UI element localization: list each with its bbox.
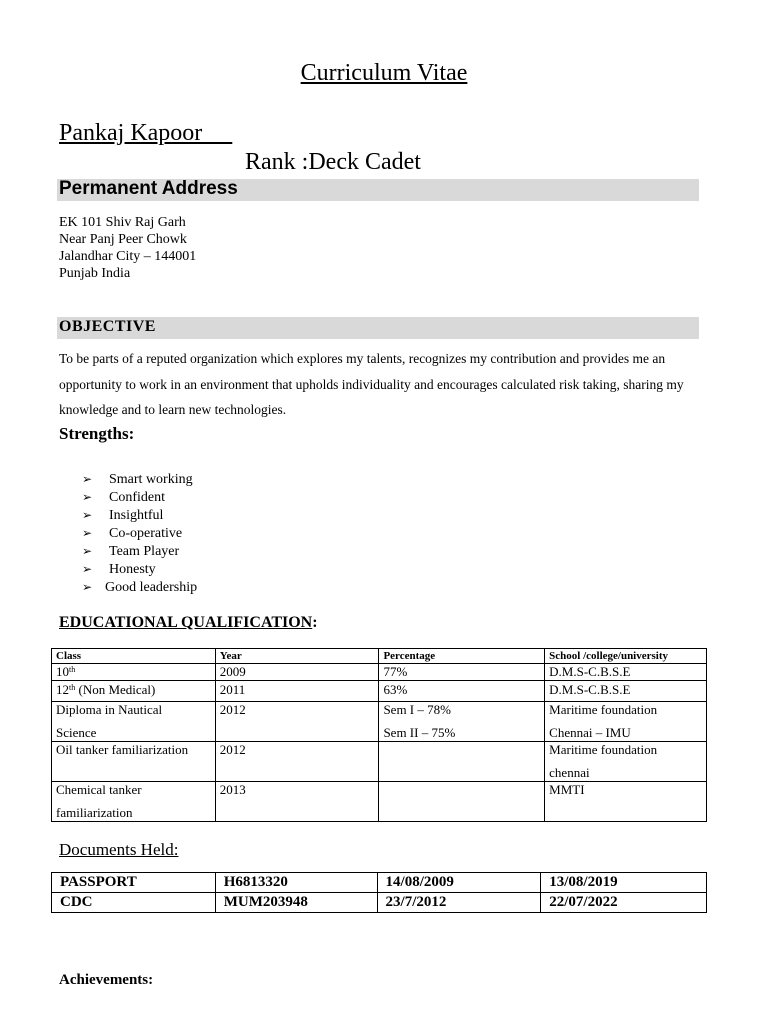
table-cell bbox=[379, 742, 545, 782]
table-row bbox=[52, 782, 707, 822]
document-number: H6813320 bbox=[215, 873, 377, 893]
document-number: MUM203948 bbox=[215, 893, 377, 913]
strengths-heading: Strengths: bbox=[59, 424, 135, 443]
list-item bbox=[82, 506, 197, 524]
table-cell bbox=[52, 782, 216, 822]
table-row bbox=[52, 873, 707, 893]
column-header: Class bbox=[52, 649, 216, 664]
table-row bbox=[52, 742, 707, 782]
objective-text: To be parts of a reputed organization which explores my talents, recognizes my contribution and provides me an opportunity to work in an environment that upholds individuality and encourages calculated risk taking, sharing my knowledge and to learn new technologies. bbox=[59, 351, 684, 417]
address-line: Punjab India bbox=[59, 266, 131, 281]
expiry-date: 22/07/2022 bbox=[541, 893, 707, 913]
table-row bbox=[52, 893, 707, 913]
strength-label: Confident bbox=[109, 490, 165, 505]
table-cell bbox=[52, 681, 216, 702]
achievements-heading: Achievements: bbox=[59, 972, 154, 988]
expiry-date: 13/08/2019 bbox=[541, 873, 707, 893]
strength-label: Team Player bbox=[109, 544, 180, 559]
cell-text: Sem I – 78% bbox=[383, 702, 451, 717]
cell-text: familiarization bbox=[56, 805, 133, 820]
table-row bbox=[52, 681, 707, 702]
document-title: Curriculum Vitae bbox=[300, 60, 468, 86]
strength-label: Honesty bbox=[109, 562, 156, 577]
cell-text: 12 bbox=[56, 682, 69, 697]
strength-label: Good leadership bbox=[105, 580, 198, 595]
candidate-rank: Rank :Deck Cadet bbox=[245, 149, 421, 175]
arrowhead-bullet-icon: ➢ bbox=[82, 508, 93, 522]
document-type: PASSPORT bbox=[52, 873, 216, 893]
cell-text: MMTI bbox=[549, 782, 585, 797]
issue-date: 23/7/2012 bbox=[377, 893, 541, 913]
table-cell bbox=[52, 742, 216, 782]
table-cell bbox=[545, 702, 707, 742]
superscript: th bbox=[69, 683, 76, 692]
column-header: Year bbox=[215, 649, 379, 664]
list-item bbox=[82, 524, 197, 542]
cell-text: Chemical tanker bbox=[56, 782, 142, 797]
table-cell bbox=[379, 702, 545, 742]
column-header: Percentage bbox=[379, 649, 545, 664]
cell-text: chennai bbox=[549, 765, 590, 780]
cell-text: Maritime foundation bbox=[549, 742, 658, 757]
table-cell: D.M.S-C.B.S.E bbox=[545, 681, 707, 702]
table-cell bbox=[545, 782, 707, 822]
arrowhead-bullet-icon: ➢ bbox=[82, 580, 93, 594]
address-block bbox=[59, 214, 196, 282]
education-heading-text: EDUCATIONAL QUALIFICATION bbox=[59, 614, 313, 631]
table-cell bbox=[52, 664, 216, 681]
superscript: th bbox=[69, 665, 76, 674]
arrowhead-bullet-icon: ➢ bbox=[82, 490, 93, 504]
document-type: CDC bbox=[52, 893, 216, 913]
education-heading-colon: : bbox=[312, 614, 318, 631]
address-line: EK 101 Shiv Raj Garh bbox=[59, 215, 186, 230]
cell-text: Maritime foundation bbox=[549, 702, 658, 717]
strengths-list bbox=[82, 470, 197, 596]
objective-heading: OBJECTIVE bbox=[59, 318, 156, 335]
documents-heading: Documents Held: bbox=[59, 840, 179, 859]
cell-text: Chennai – IMU bbox=[549, 725, 631, 740]
address-heading: Permanent Address bbox=[59, 178, 238, 199]
strength-label: Co-operative bbox=[109, 526, 183, 541]
table-cell: 77% bbox=[379, 664, 545, 681]
strength-label: Smart working bbox=[109, 472, 193, 487]
list-item bbox=[82, 578, 197, 596]
table-cell bbox=[545, 742, 707, 782]
table-cell: 2009 bbox=[215, 664, 379, 681]
table-row bbox=[52, 702, 707, 742]
list-item bbox=[82, 560, 197, 578]
education-heading bbox=[59, 614, 318, 632]
strength-label: Insightful bbox=[109, 508, 164, 523]
list-item bbox=[82, 470, 197, 488]
table-cell: 63% bbox=[379, 681, 545, 702]
cell-text: Oil tanker familiarization bbox=[56, 742, 189, 757]
arrowhead-bullet-icon: ➢ bbox=[82, 472, 93, 486]
cell-text: 10 bbox=[56, 664, 69, 679]
column-header: School /college/university bbox=[545, 649, 707, 664]
table-row bbox=[52, 664, 707, 681]
cell-text: Sem II – 75% bbox=[383, 725, 456, 740]
address-line: Near Panj Peer Chowk bbox=[59, 232, 187, 247]
issue-date: 14/08/2009 bbox=[377, 873, 541, 893]
cell-text: (Non Medical) bbox=[75, 682, 156, 697]
arrowhead-bullet-icon: ➢ bbox=[82, 544, 93, 558]
table-header-row bbox=[52, 649, 707, 664]
arrowhead-bullet-icon: ➢ bbox=[82, 562, 93, 576]
table-cell: 2011 bbox=[215, 681, 379, 702]
table-cell bbox=[52, 702, 216, 742]
table-cell: 2012 bbox=[215, 702, 379, 742]
table-cell bbox=[379, 782, 545, 822]
documents-table bbox=[51, 872, 707, 913]
table-cell: 2012 bbox=[215, 742, 379, 782]
list-item bbox=[82, 488, 197, 506]
table-cell: 2013 bbox=[215, 782, 379, 822]
candidate-name: Pankaj Kapoor bbox=[59, 120, 233, 146]
cell-text: Science bbox=[56, 725, 97, 740]
cell-text: Diploma in Nautical bbox=[56, 702, 163, 717]
education-table bbox=[51, 648, 707, 822]
table-cell: D.M.S-C.B.S.E bbox=[545, 664, 707, 681]
address-line: Jalandhar City – 144001 bbox=[59, 249, 197, 264]
arrowhead-bullet-icon: ➢ bbox=[82, 526, 93, 540]
list-item bbox=[82, 542, 197, 560]
